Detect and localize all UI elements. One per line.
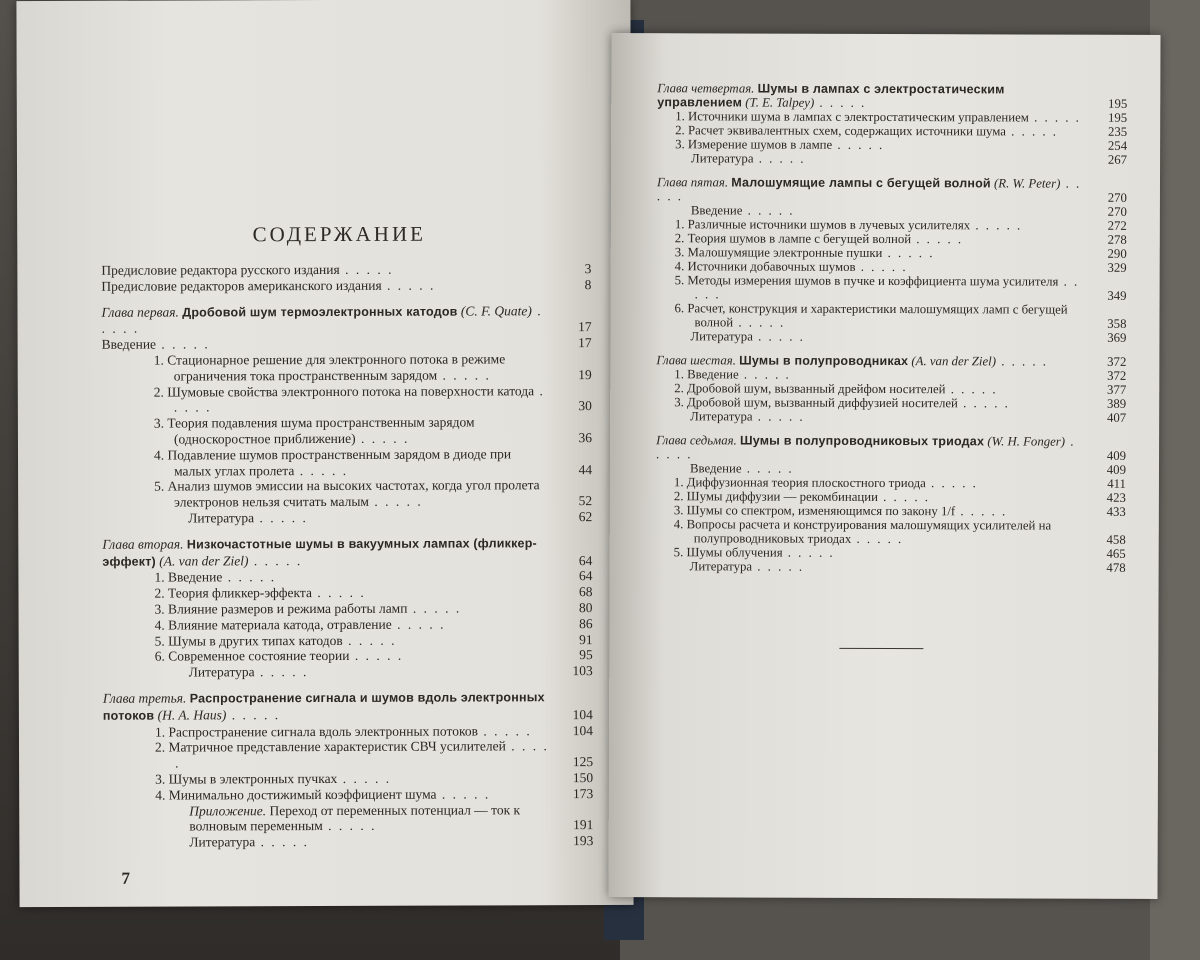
appendix-text: Переход от переменных потенциал — ток к волновым переменным	[189, 801, 521, 834]
page-ref: 125	[572, 754, 594, 770]
leader-dots: . . . . .	[814, 95, 867, 110]
page-ref: 377	[1107, 382, 1127, 397]
page-ref: 369	[1107, 330, 1127, 345]
page-ref: 103	[572, 663, 593, 679]
leader-dots: . . . . .	[349, 648, 404, 664]
leader-dots: . . . . .	[294, 462, 349, 478]
page-ref: 254	[1107, 138, 1128, 153]
leader-dots: . . . . .	[311, 584, 366, 601]
page-ref: 52	[578, 493, 593, 509]
chapter-heading: Дробовой шум термоэлектронных катодов	[182, 304, 458, 320]
section-title: Литература	[189, 834, 256, 850]
leader-dots: . . . . .	[222, 569, 277, 585]
toc-section	[675, 123, 1127, 139]
leader-dots: . . . . .	[911, 232, 964, 247]
page-ref: 95	[579, 647, 593, 663]
toc-literature	[690, 329, 1126, 345]
leader-dots: . . . . .	[322, 818, 377, 834]
section-title: Литература	[689, 559, 753, 574]
page-ref: 478	[1106, 560, 1126, 575]
page-ref: 372	[1107, 368, 1127, 383]
page-ref: 270	[1107, 190, 1127, 205]
toc-section	[154, 383, 592, 416]
leader-dots: . . . . .	[753, 151, 806, 166]
page-ref: 19	[578, 366, 592, 382]
page-ref: 30	[578, 398, 592, 414]
page-ref: 411	[1107, 476, 1126, 491]
section-title: 2. Расчет эквивалентных схем, содержащих источники шума	[675, 123, 1007, 139]
toc-section	[155, 600, 593, 617]
section-title: 4. Минимально достижимый коэффициент шума	[155, 786, 437, 803]
page-ref: 44	[578, 461, 593, 477]
toc-literature	[690, 559, 1126, 575]
leader-dots: . . . . .	[173, 382, 545, 415]
section-title: Литература	[691, 151, 754, 166]
leader-dots: . . . . .	[925, 476, 978, 491]
leader-dots: . . . . .	[733, 315, 786, 330]
section-title: 2. Шумовые свойства электронного потока на поверхности катода	[153, 382, 535, 400]
toc-chapter	[103, 689, 593, 724]
toc-chapter	[102, 535, 592, 570]
leader-dots: . . . . .	[381, 277, 436, 293]
toc-chapter	[657, 175, 1127, 205]
section-title: 3. Шумы в электронных пучках	[155, 770, 338, 787]
section-title: 1. Источники шума в лампах с электростатическим управлением	[675, 109, 1029, 125]
toc-section	[154, 414, 592, 447]
chapter-author: (C. F. Quate)	[460, 302, 532, 319]
leader-dots: . . . . .	[877, 489, 930, 505]
chapter-heading: Распространение сигнала и шумов вдоль электронных потоков	[102, 690, 545, 723]
page-ref: 17	[578, 319, 592, 335]
page-ref: 267	[1107, 152, 1128, 167]
toc-literature	[691, 203, 1127, 219]
page-ref: 270	[1107, 204, 1127, 219]
toc-chapter	[657, 81, 1127, 111]
left-toc-list	[101, 261, 593, 851]
toc-section	[155, 786, 593, 803]
page-ref: 329	[1107, 260, 1127, 275]
leader-dots: . . . . .	[101, 302, 543, 337]
chapter-heading: Шумы в полупроводниковых триодах	[739, 433, 985, 449]
section-title: 5. Методы измерения шумов в пучке и коэффициента шума усилителя	[674, 273, 1059, 289]
section-title: 1. Диффузионная теория плоскостного триода	[673, 475, 926, 491]
leader-dots: . . . . .	[995, 354, 1049, 369]
right-page	[608, 33, 1160, 899]
page-ref: 3	[584, 261, 592, 277]
leader-dots: . . . . .	[337, 770, 392, 786]
leader-dots: . . . . .	[391, 616, 446, 632]
leader-dots: . . . . .	[1005, 124, 1059, 139]
section-title: 5. Анализ шумов эмиссии на высоких частотах, когда угол пролета электронов нельзя считать малым	[154, 477, 540, 510]
toc-section	[675, 245, 1127, 261]
leader-dots: . . . . .	[342, 632, 397, 648]
section-title: Введение	[690, 203, 743, 218]
chapter-label: Глава третья.	[102, 690, 187, 706]
page-ref: 17	[578, 335, 592, 351]
toc-appendix	[189, 802, 593, 835]
leader-dots: . . . . .	[752, 329, 805, 344]
toc-section	[675, 137, 1127, 153]
section-title: Введение	[689, 461, 742, 476]
section-title: Литература	[188, 664, 255, 680]
leader-dots: . . . . .	[477, 722, 532, 738]
entry-title: Предисловие редакторов американского издания	[101, 277, 382, 294]
page-ref: 278	[1107, 232, 1127, 247]
appendix-label: Приложение.	[189, 802, 267, 818]
leader-dots: . . . . .	[1028, 110, 1081, 125]
section-title: Литература	[690, 409, 753, 424]
toc-section	[155, 647, 593, 664]
leader-dots: . . . . .	[694, 274, 1080, 302]
chapter-label: Глава вторая.	[102, 536, 184, 552]
chapter-heading: Малошумящие лампы с бегущей волной	[731, 175, 991, 191]
toc-section	[154, 351, 592, 384]
entry-title: Введение	[101, 336, 157, 352]
section-title: 4. Подавление шумов пространственным зарядом в диоде при малых углах пролета	[153, 446, 512, 479]
toc-entry	[101, 261, 591, 279]
toc-section	[675, 109, 1127, 125]
chapter-label: Глава шестая.	[656, 353, 736, 368]
section-title: 2. Теория шумов в лампе с бегущей волной	[674, 231, 912, 247]
chapter-heading: Шумы в лампах с электростатическим управлением	[657, 81, 1005, 110]
section-title: 3. Дробовой шум, вызванный диффузией носителей	[674, 395, 958, 411]
leader-dots: . . . . .	[782, 545, 835, 560]
page-ref: 104	[572, 706, 593, 722]
leader-dots: . . . . .	[738, 367, 791, 382]
toc-section	[154, 568, 592, 585]
toc-section	[674, 381, 1126, 397]
leader-dots: . . . . .	[355, 430, 410, 446]
leader-dots: . . . . .	[436, 786, 491, 802]
toc-section	[675, 217, 1127, 233]
page-ref: 358	[1107, 316, 1127, 331]
leader-dots: . . . . .	[882, 245, 935, 261]
section-title: 1. Различные источники шумов в лучевых усилителях	[674, 217, 971, 233]
toc-section	[674, 545, 1126, 561]
leader-dots: . . . . .	[254, 510, 308, 526]
section-title: 6. Современное состояние теории	[154, 648, 350, 664]
leader-dots: . . . . .	[832, 137, 885, 152]
left-page	[16, 0, 633, 907]
section-title: 5. Шумы облучения	[673, 545, 783, 560]
chapter-author: (A. van der Ziel)	[911, 354, 997, 369]
section-title: 3. Малошумящие электронные пушки	[674, 245, 883, 260]
leader-dots: . . . . .	[945, 382, 998, 397]
page-ref: 465	[1106, 546, 1126, 561]
toc-title: СОДЕРЖАНИЕ	[252, 221, 426, 247]
page-ref: 195	[1107, 110, 1128, 125]
leader-dots: . . . . .	[156, 336, 210, 352]
leader-dots: . . . . .	[175, 738, 549, 771]
leader-dots: . . . . .	[248, 552, 303, 568]
page-ref: 80	[579, 600, 593, 616]
leader-dots: . . . . .	[226, 706, 281, 723]
leader-dots: . . . . .	[955, 504, 1008, 519]
page-ref: 150	[572, 769, 594, 786]
section-title: 1. Введение	[154, 569, 223, 585]
section-title: 5. Шумы в других типах катодов	[154, 632, 343, 649]
toc-section	[674, 395, 1126, 411]
chapter-author: (W. H. Fonger)	[987, 434, 1066, 449]
page-ref: 272	[1107, 218, 1127, 233]
page-ref: 193	[573, 833, 594, 849]
chapter-author: (A. van der Ziel)	[159, 552, 249, 569]
end-rule	[839, 648, 923, 649]
toc-section	[674, 301, 1126, 331]
section-title: 3. Шумы со спектром, изменяющимся по закону 1/f	[673, 503, 956, 519]
section-title: 1. Стационарное решение для электронного потока в режиме ограничения тока пространственным зарядом	[153, 351, 506, 384]
leader-dots: . . . . .	[742, 203, 795, 218]
toc-section	[674, 517, 1126, 547]
chapter-label: Глава пятая.	[656, 175, 729, 190]
section-title: 2. Теория фликкер-эффекта	[154, 585, 313, 601]
section-title: 2. Матричное представление характеристик СВЧ усилителей	[155, 738, 506, 755]
section-title: 4. Источники добавочных шумов	[674, 259, 856, 274]
section-title: Литература	[690, 329, 753, 344]
toc-section	[674, 503, 1126, 519]
page-ref: 389	[1106, 396, 1127, 411]
leader-dots: . . . . .	[851, 531, 904, 547]
toc-literature	[690, 409, 1126, 425]
section-title: 3. Измерение шумов в лампе	[675, 137, 833, 152]
toc-section	[674, 367, 1126, 383]
toc-chapter	[101, 303, 591, 337]
toc-section	[155, 632, 593, 649]
toc-chapter	[656, 433, 1126, 463]
page-ref: 104	[572, 722, 593, 738]
chapter-heading: Низкочастотные шумы в вакуумных лампах (фликкер-эффект)	[102, 536, 537, 569]
section-title: 2. Дробовой шум, вызванный дрейфом носителей	[674, 381, 946, 397]
toc-section	[674, 489, 1126, 505]
page-ref: 64	[578, 552, 593, 568]
toc-section	[154, 584, 592, 601]
page-ref: 173	[572, 785, 594, 801]
page-ref: 191	[573, 817, 594, 833]
toc-section	[155, 616, 593, 633]
toc-section	[155, 738, 593, 771]
leader-dots: . . . . .	[437, 367, 491, 383]
toc-section	[675, 273, 1127, 303]
right-toc-list	[656, 81, 1128, 575]
page-ref: 458	[1106, 532, 1126, 547]
leader-dots: . . . . .	[957, 396, 1010, 411]
page-ref: 409	[1106, 462, 1127, 477]
page-ref: 91	[579, 631, 593, 647]
toc-section	[675, 231, 1127, 247]
chapter-heading: Шумы в полупроводниках	[739, 353, 909, 369]
page-ref: 235	[1107, 124, 1128, 139]
toc-section	[674, 475, 1126, 491]
page-ref: 86	[579, 615, 593, 631]
section-title: 3. Теория подавления шума пространственным зарядом (односкоростное приближение)	[153, 414, 475, 447]
leader-dots: . . . . .	[339, 261, 394, 277]
chapter-label: Глава четвертая.	[657, 81, 755, 96]
toc-section	[154, 446, 592, 479]
page-ref: 8	[584, 276, 592, 292]
leader-dots: . . . . .	[741, 461, 794, 476]
section-title: 4. Вопросы расчета и конструирования малошумящих усилителей на полупроводниковых триодах	[673, 517, 1052, 546]
leader-dots: . . . . .	[656, 434, 1076, 462]
toc-literature	[189, 663, 593, 680]
leader-dots: . . . . .	[368, 493, 423, 510]
page-ref: 195	[1108, 96, 1128, 111]
toc-section	[155, 770, 593, 787]
toc-entry	[102, 335, 592, 353]
leader-dots: . . . . .	[855, 259, 908, 275]
page-number: 7	[121, 868, 131, 888]
section-title: 1. Введение	[674, 367, 739, 382]
toc-literature	[691, 151, 1127, 167]
section-title: 1. Распространение сигнала вдоль электронных потоков	[154, 722, 478, 740]
page-ref: 64	[578, 568, 593, 584]
page-ref: 433	[1106, 504, 1126, 519]
toc-literature	[188, 509, 592, 526]
toc-entry	[101, 277, 591, 295]
leader-dots: . . . . .	[656, 176, 1082, 204]
toc-literature	[690, 461, 1126, 477]
page-ref: 407	[1106, 410, 1127, 425]
section-title: 2. Шумы диффузии — рекомбинации	[673, 489, 878, 504]
leader-dots: . . . . .	[970, 218, 1023, 233]
entry-title: Предисловие редактора русского издания	[101, 261, 340, 278]
toc-section	[155, 723, 593, 740]
section-title: 6. Расчет, конструкция и характеристики малошумящих ламп с бегущей волной	[674, 301, 1068, 330]
chapter-author: (H. A. Haus)	[157, 707, 227, 723]
section-title: 4. Влияние материала катода, отравление	[154, 616, 392, 633]
section-title: Литература	[188, 510, 255, 526]
leader-dots: . . . . .	[255, 834, 310, 850]
chapter-label: Глава седьмая.	[656, 433, 737, 448]
page-ref: 290	[1107, 246, 1127, 261]
leader-dots: . . . . .	[407, 600, 462, 616]
chapter-author: (T. E. Talpey)	[745, 95, 815, 110]
page-ref: 372	[1107, 354, 1127, 369]
page-ref: 36	[578, 430, 592, 446]
leader-dots: . . . . .	[254, 664, 309, 680]
section-title: 3. Влияние размеров и режима работы ламп	[154, 600, 408, 617]
toc-literature	[189, 833, 593, 850]
leader-dots: . . . . .	[752, 409, 805, 424]
leader-dots: . . . . .	[752, 559, 805, 574]
chapter-label: Глава первая.	[101, 304, 179, 320]
page-ref: 409	[1106, 448, 1127, 463]
toc-section	[154, 477, 592, 510]
toc-section	[675, 259, 1127, 275]
page-ref: 349	[1107, 288, 1127, 303]
chapter-author: (R. W. Peter)	[994, 176, 1061, 191]
page-ref: 423	[1106, 490, 1126, 505]
page-ref: 62	[578, 509, 593, 525]
page-ref: 68	[578, 584, 593, 600]
